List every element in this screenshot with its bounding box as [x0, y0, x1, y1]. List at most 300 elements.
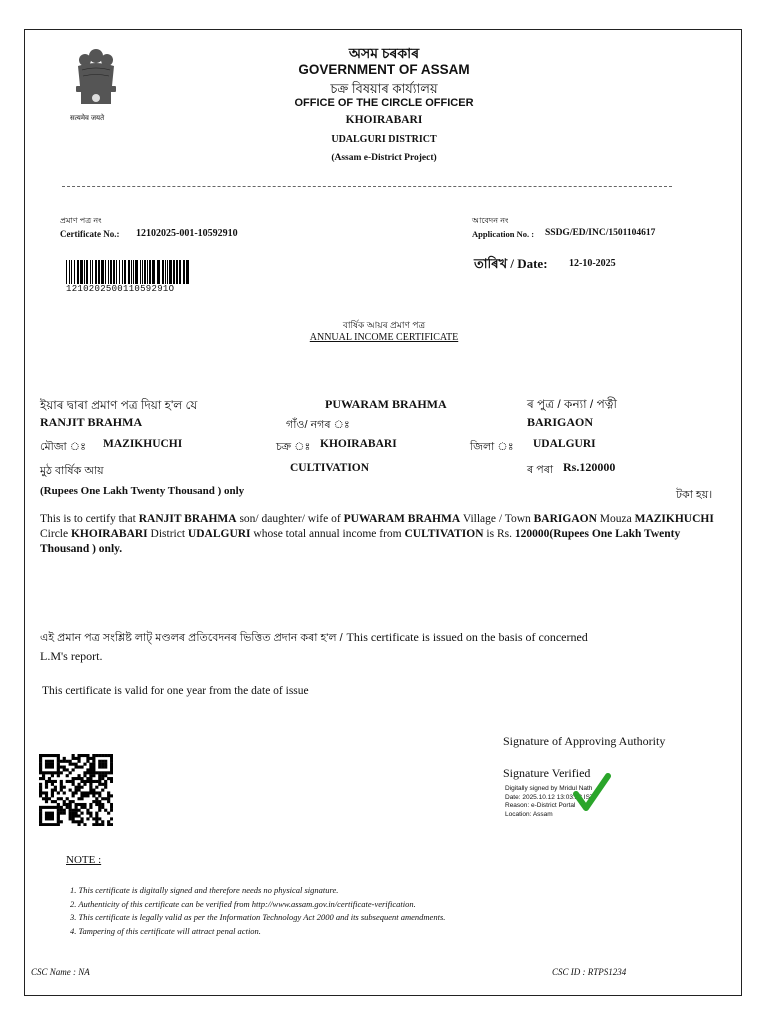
qr-module [92, 766, 95, 769]
applicant-name: RANJIT BRAHMA [40, 415, 143, 429]
date-value: 12-10-2025 [569, 258, 616, 269]
qr-module [95, 754, 98, 757]
qr-module [42, 771, 45, 774]
cert-no-label: Certificate No.: [60, 229, 120, 239]
qr-module [101, 774, 104, 777]
qr-module [80, 786, 83, 789]
qr-module [63, 800, 66, 803]
qr-module [45, 800, 48, 803]
barcode-bar [157, 260, 160, 284]
qr-module [72, 791, 75, 794]
qr-module [39, 777, 42, 780]
qr-module [86, 754, 89, 757]
qr-module [101, 771, 104, 774]
qr-module [39, 766, 42, 769]
qr-module [39, 763, 42, 766]
qr-module [98, 794, 101, 797]
qr-module [51, 774, 54, 777]
qr-module [54, 771, 57, 774]
basis-assamese: এই প্ৰমান পত্ৰ সংশ্লিষ্ট লাট্ মণ্ডলৰ প্ৰতিবেদনৰ ভিত্তিত প্ৰদান কৰা হ'ল / [40, 632, 343, 644]
qr-module [60, 797, 63, 800]
qr-module [77, 823, 80, 826]
barcode-bar [133, 260, 134, 284]
qr-module [110, 794, 113, 797]
qr-module [60, 780, 63, 783]
qr-module [72, 812, 75, 815]
barcode-bar [113, 260, 115, 284]
cert-p3: Village / Town [462, 513, 531, 525]
qr-module [104, 786, 107, 789]
qr-module [75, 789, 78, 792]
village-value: BARIGAON [527, 415, 594, 429]
qr-module [42, 791, 45, 794]
qr-module [89, 780, 92, 783]
qr-module [69, 771, 72, 774]
qr-module [98, 806, 101, 809]
qr-module [48, 823, 51, 826]
cert-p2: son/ daughter/ wife of [239, 513, 341, 525]
qr-module [57, 768, 60, 771]
intro-assamese: ইয়াৰ দ্বাৰা প্ৰমাণ পত্ৰ দিয়া হ'ল যে [40, 398, 198, 412]
qr-module [92, 823, 95, 826]
qr-module [107, 823, 110, 826]
qr-module [89, 783, 92, 786]
csc-name: CSC Name : NA [31, 967, 90, 977]
mouza-label: মৌজা ঃ [40, 441, 86, 453]
note-item: 3. This certificate is legally valid as per the Information Technology Act 2000 and its subsequent amendments. [70, 912, 446, 922]
qr-module [69, 814, 72, 817]
qr-module [107, 820, 110, 823]
barcode-bar [80, 260, 83, 284]
qr-module [101, 754, 104, 757]
signature-line-1: Digitally signed by Mridul Nath [505, 785, 593, 792]
qr-module [57, 760, 60, 763]
qr-module [39, 786, 42, 789]
qr-module [98, 766, 101, 769]
qr-module [39, 760, 42, 763]
qr-module [45, 760, 48, 763]
qr-module [60, 786, 63, 789]
village-label: গাঁও/ নগৰ ঃ [286, 419, 350, 431]
qr-module [66, 797, 69, 800]
barcode-bar [84, 260, 85, 284]
qr-module [104, 763, 107, 766]
qr-module [57, 803, 60, 806]
barcode-bar [176, 260, 178, 284]
cert-village: BARIGAON [533, 513, 597, 525]
barcode-bar [183, 260, 185, 284]
qr-module [60, 771, 63, 774]
qr-module [54, 823, 57, 826]
father-name: PUWARAM BRAHMA [325, 397, 447, 411]
signature-verified: Signature Verified [503, 766, 591, 780]
qr-module [75, 763, 78, 766]
qr-module [48, 814, 51, 817]
qr-module [77, 820, 80, 823]
qr-module [92, 763, 95, 766]
qr-module [92, 791, 95, 794]
qr-module [89, 771, 92, 774]
verified-checkmark-icon [572, 772, 612, 816]
qr-module [75, 803, 78, 806]
qr-module [98, 809, 101, 812]
qr-module [89, 789, 92, 792]
qr-module [48, 760, 51, 763]
qr-module [98, 774, 101, 777]
qr-module [51, 789, 54, 792]
qr-module [60, 766, 63, 769]
qr-module [83, 794, 86, 797]
qr-module [54, 754, 57, 757]
circle-label: চক্ৰ ঃ [276, 441, 311, 453]
qr-module [75, 812, 78, 815]
qr-module [86, 780, 89, 783]
qr-module [107, 771, 110, 774]
note-heading: NOTE : [66, 854, 102, 866]
cert-p4: Mouza [599, 513, 632, 525]
qr-module [110, 803, 113, 806]
qr-module [80, 794, 83, 797]
basis-english-2: L.M's report. [40, 649, 103, 663]
qr-module [51, 771, 54, 774]
qr-module [45, 823, 48, 826]
qr-module [107, 794, 110, 797]
qr-module [51, 754, 54, 757]
qr-module [89, 806, 92, 809]
cert-district: UDALGURI [187, 528, 251, 540]
qr-module [95, 797, 98, 800]
barcode-bar [108, 260, 109, 284]
qr-module [48, 806, 51, 809]
qr-module [86, 809, 89, 812]
qr-module [48, 817, 51, 820]
qr-module [51, 800, 54, 803]
header-assamese-office: চক্ৰ বিষয়াৰ কাৰ্য্যালয় [330, 81, 438, 96]
qr-module [45, 766, 48, 769]
qr-module [42, 754, 45, 757]
barcode-bar [110, 260, 112, 284]
cert-p8: is Rs. [486, 528, 512, 540]
qr-module [92, 768, 95, 771]
barcode-bar [165, 260, 166, 284]
qr-module [69, 809, 72, 812]
qr-module [63, 812, 66, 815]
barcode-bar [179, 260, 181, 284]
qr-module [107, 791, 110, 794]
barcode [66, 260, 192, 284]
qr-module [66, 780, 69, 783]
qr-module [107, 800, 110, 803]
qr-module [110, 823, 113, 826]
qr-module [95, 817, 98, 820]
qr-module [63, 766, 66, 769]
qr-module [101, 806, 104, 809]
qr-module [66, 768, 69, 771]
qr-module [77, 786, 80, 789]
cert-mouza: MAZIKHUCHI [634, 513, 714, 525]
qr-module [72, 809, 75, 812]
barcode-bar [95, 260, 97, 284]
qr-module [83, 754, 86, 757]
qr-module [86, 794, 89, 797]
qr-module [92, 817, 95, 820]
emblem-motto: सत्यमेव जयते [70, 115, 105, 122]
qr-module [45, 812, 48, 815]
qr-module [54, 780, 57, 783]
qr-module [98, 823, 101, 826]
qr-module [80, 797, 83, 800]
qr-module [83, 780, 86, 783]
qr-module [48, 763, 51, 766]
qr-module [98, 777, 101, 780]
qr-module [89, 774, 92, 777]
qr-module [48, 766, 51, 769]
barcode-bar [149, 260, 151, 284]
qr-module [48, 771, 51, 774]
qr-module [95, 823, 98, 826]
qr-module [45, 817, 48, 820]
barcode-bar [71, 260, 72, 284]
qr-module [42, 777, 45, 780]
signature-line-3: Reason: e-District Portal [505, 802, 576, 809]
qr-module [83, 803, 86, 806]
qr-module [63, 791, 66, 794]
qr-module [66, 806, 69, 809]
qr-module [92, 760, 95, 763]
barcode-bar [135, 260, 138, 284]
barcode-bar [144, 260, 146, 284]
qr-module [51, 783, 54, 786]
amount-words: (Rupees One Lakh Twenty Thousand ) only [40, 485, 245, 497]
qr-module [95, 800, 98, 803]
qr-module [60, 806, 63, 809]
qr-module [42, 774, 45, 777]
qr-module [110, 809, 113, 812]
qr-module [104, 783, 107, 786]
qr-module [86, 812, 89, 815]
qr-module [72, 817, 75, 820]
qr-module [51, 794, 54, 797]
note-item: 1. This certificate is digitally signed and therefore needs no physical signature. [70, 885, 339, 895]
qr-module [69, 817, 72, 820]
qr-module [66, 760, 69, 763]
qr-module [89, 768, 92, 771]
qr-module [72, 768, 75, 771]
qr-module [92, 794, 95, 797]
barcode-bar [86, 260, 88, 284]
qr-module [89, 814, 92, 817]
qr-module [54, 789, 57, 792]
barcode-bar [167, 260, 168, 284]
qr-module [57, 823, 60, 826]
qr-module [60, 760, 63, 763]
cert-p7: whose total annual income from [253, 528, 402, 540]
qr-module [101, 789, 104, 792]
qr-module [92, 780, 95, 783]
barcode-bar [98, 260, 100, 284]
qr-module [39, 812, 42, 815]
qr-module [89, 777, 92, 780]
qr-module [66, 774, 69, 777]
cert-amount-line: 120000(Rupees One Lakh Twenty Thousand ) only. [40, 528, 681, 555]
qr-module [57, 797, 60, 800]
qr-module [57, 806, 60, 809]
barcode-bar [186, 260, 189, 284]
qr-module [57, 809, 60, 812]
qr-module [60, 783, 63, 786]
qr-module [72, 800, 75, 803]
qr-module [45, 754, 48, 757]
qr-module [57, 812, 60, 815]
qr-code [39, 754, 113, 826]
qr-module [51, 806, 54, 809]
barcode-bar [122, 260, 123, 284]
qr-module [107, 797, 110, 800]
qr-module [77, 774, 80, 777]
qr-module [45, 794, 48, 797]
qr-module [110, 806, 113, 809]
qr-module [80, 766, 83, 769]
qr-module [89, 786, 92, 789]
qr-module [42, 823, 45, 826]
signature-approving: Signature of Approving Authority [503, 734, 666, 748]
qr-module [51, 763, 54, 766]
qr-module [98, 791, 101, 794]
amount-prefix: ৰ পৰা [527, 464, 554, 476]
qr-module [48, 812, 51, 815]
qr-module [63, 760, 66, 763]
qr-module [45, 797, 48, 800]
barcode-bar [147, 260, 148, 284]
qr-module [101, 797, 104, 800]
qr-module [72, 814, 75, 817]
qr-module [51, 766, 54, 769]
barcode-bar [77, 260, 79, 284]
qr-module [72, 757, 75, 760]
qr-module [83, 823, 86, 826]
qr-module [77, 789, 80, 792]
qr-module [60, 812, 63, 815]
mouza-value: MAZIKHUCHI [103, 438, 183, 450]
qr-module [51, 791, 54, 794]
qr-module [110, 757, 113, 760]
qr-module [66, 803, 69, 806]
qr-module [69, 812, 72, 815]
qr-module [45, 791, 48, 794]
barcode-bar [69, 260, 70, 284]
qr-module [48, 777, 51, 780]
qr-module [69, 760, 72, 763]
qr-module [98, 771, 101, 774]
qr-module [83, 791, 86, 794]
taka-text: টকা হয়। [676, 489, 713, 501]
qr-module [39, 814, 42, 817]
qr-module [45, 780, 48, 783]
qr-module [75, 757, 78, 760]
qr-module [63, 768, 66, 771]
qr-module [39, 809, 42, 812]
qr-module [104, 760, 107, 763]
qr-module [51, 780, 54, 783]
qr-module [80, 817, 83, 820]
qr-module [75, 820, 78, 823]
basis-english-1: This certificate is issued on the basis of concerned [346, 630, 588, 644]
barcode-bar [105, 260, 106, 284]
date-label: তাৰিখ / Date: [474, 256, 548, 271]
qr-module [72, 763, 75, 766]
header-circle: KHOIRABARI [345, 114, 423, 126]
qr-module [60, 809, 63, 812]
qr-module [95, 780, 98, 783]
qr-module [101, 820, 104, 823]
qr-module [69, 800, 72, 803]
cert-p5: Circle [40, 528, 69, 540]
qr-module [39, 820, 42, 823]
district-label: জিলা ঃ [470, 441, 514, 453]
qr-module [101, 803, 104, 806]
qr-module [63, 803, 66, 806]
qr-module [86, 777, 89, 780]
qr-module [39, 754, 42, 757]
qr-module [110, 760, 113, 763]
qr-module [104, 771, 107, 774]
qr-module [77, 783, 80, 786]
qr-module [80, 812, 83, 815]
qr-module [110, 817, 113, 820]
qr-module [101, 760, 104, 763]
qr-module [104, 809, 107, 812]
qr-module [42, 797, 45, 800]
qr-module [80, 754, 83, 757]
qr-module [86, 817, 89, 820]
header-project: (Assam e-District Project) [331, 153, 437, 163]
income-label: মুঠ বাৰ্ষিক আয় [40, 465, 104, 477]
circle-value: KHOIRABARI [320, 438, 397, 450]
qr-module [45, 771, 48, 774]
qr-module [57, 766, 60, 769]
qr-module [48, 780, 51, 783]
barcode-bar [128, 260, 130, 284]
qr-module [110, 768, 113, 771]
signature-line-2: Date: 2025.10.12 13:03:23 IST [505, 793, 594, 801]
barcode-bar [92, 260, 93, 284]
barcode-bar [101, 260, 104, 284]
qr-module [60, 820, 63, 823]
qr-module [57, 771, 60, 774]
qr-module [60, 789, 63, 792]
qr-module [89, 763, 92, 766]
qr-module [57, 820, 60, 823]
qr-module [104, 774, 107, 777]
qr-module [77, 803, 80, 806]
qr-module [101, 777, 104, 780]
qr-module [77, 766, 80, 769]
qr-module [89, 766, 92, 769]
qr-module [72, 794, 75, 797]
title-assamese: বাৰ্ষিক আয়ৰ প্ৰমাণ পত্ৰ [342, 320, 426, 330]
qr-module [86, 757, 89, 760]
qr-module [39, 794, 42, 797]
header-district: UDALGURI DISTRICT [331, 134, 437, 145]
qr-module [98, 783, 101, 786]
header-government: GOVERNMENT OF ASSAM [298, 62, 470, 77]
qr-module [92, 774, 95, 777]
barcode-bar [119, 260, 120, 284]
note-list [70, 884, 445, 938]
qr-module [95, 791, 98, 794]
barcode-bar [162, 260, 164, 284]
qr-module [51, 817, 54, 820]
